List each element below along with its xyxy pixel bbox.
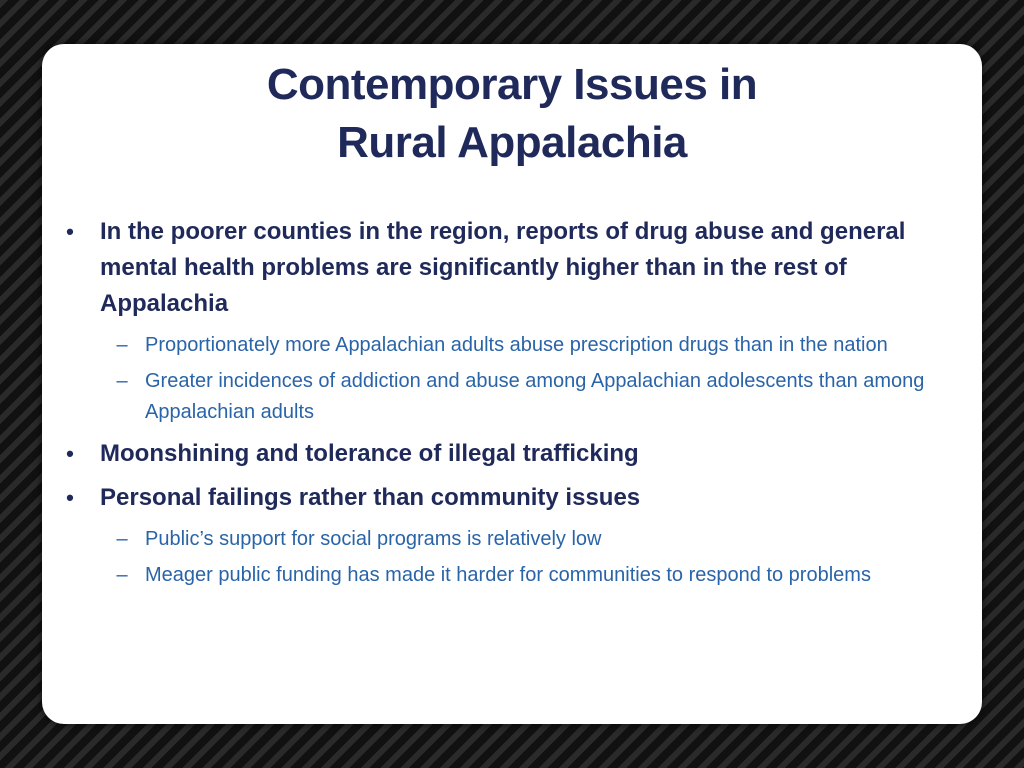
sub-bullet-marker: – — [116, 528, 128, 550]
slide-title-line-2: Rural Appalachia — [337, 118, 687, 167]
slide-card — [42, 44, 982, 724]
bullet-text: Personal failings rather than community issues — [100, 484, 641, 511]
bullet-marker: • — [66, 219, 74, 244]
sub-bullet-text: Proportionately more Appalachian adults abuse prescription drugs than in the nation — [145, 334, 888, 356]
sub-bullet-item — [60, 366, 962, 428]
sub-bullet-item — [60, 330, 962, 361]
bullet-text: In the poorer counties in the region, reports of drug abuse and general mental health problems are significantly higher than in the rest of Appalachia — [100, 218, 906, 317]
sub-bullet-marker: – — [116, 334, 128, 356]
sub-bullet-item — [60, 560, 962, 591]
sub-bullet-text: Public’s support for social programs is relatively low — [145, 528, 602, 550]
slide-title-line-1: Contemporary Issues in — [266, 60, 758, 109]
slide-title — [42, 56, 982, 172]
bullet-item — [60, 436, 962, 472]
bullet-text: Moonshining and tolerance of illegal trafficking — [100, 440, 639, 467]
slide-content — [60, 214, 962, 596]
sub-bullet-text: Greater incidences of addiction and abuse among Appalachian adolescents than among Appalachian adults — [145, 370, 925, 423]
sub-bullet-marker: – — [116, 370, 128, 392]
sub-bullet-item — [60, 524, 962, 555]
bullet-item — [60, 214, 962, 322]
sub-bullet-text: Meager public funding has made it harder for communities to respond to problems — [145, 564, 871, 586]
bullet-marker: • — [66, 485, 74, 510]
sub-bullet-marker: – — [116, 564, 128, 586]
bullet-item — [60, 480, 962, 516]
bullet-marker: • — [66, 441, 74, 466]
